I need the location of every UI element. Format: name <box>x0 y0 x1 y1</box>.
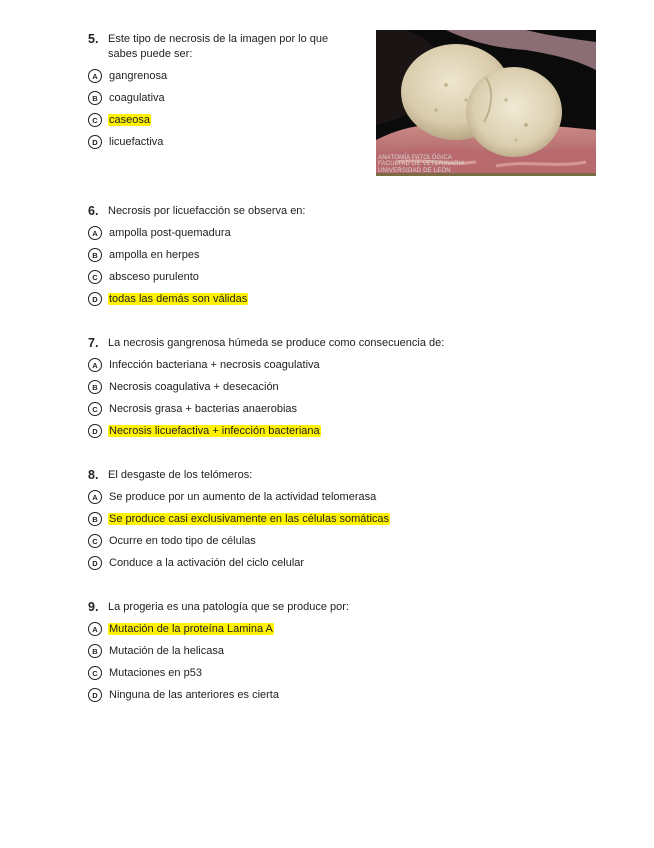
option-text: caseosa <box>109 114 150 126</box>
option-letter-badge: C <box>88 402 102 416</box>
option-a[interactable] <box>88 354 628 376</box>
photo-caption <box>378 155 465 175</box>
caption-line: FACULTAD DE VETERINARIA <box>378 161 465 167</box>
option-text: Mutación de la helicasa <box>109 645 224 657</box>
question-text: El desgaste de los telómeros: <box>108 469 253 481</box>
question-6 <box>88 204 628 310</box>
option-text: Mutaciones en p53 <box>109 667 202 679</box>
question-number: 7. <box>88 336 99 350</box>
option-letter-badge: C <box>88 666 102 680</box>
option-text: ampolla post-quemadura <box>109 227 231 239</box>
option-letter-badge: C <box>88 113 102 127</box>
question-number: 9. <box>88 600 99 614</box>
option-letter-badge: A <box>88 358 102 372</box>
option-c[interactable] <box>88 662 628 684</box>
option-text: Se produce casi exclusivamente en las células somáticas <box>109 513 390 525</box>
option-text: Necrosis coagulativa + desecación <box>109 381 279 393</box>
option-text: Se produce por un aumento de la actividad telomerasa <box>109 491 377 503</box>
question-number: 8. <box>88 468 99 482</box>
option-letter-badge: D <box>88 135 102 149</box>
option-c[interactable] <box>88 398 628 420</box>
option-b[interactable] <box>88 376 628 398</box>
option-letter-badge: B <box>88 248 102 262</box>
option-letter-badge: D <box>88 292 102 306</box>
question-text: Este tipo de necrosis de la imagen por lo que sabes puede ser: <box>108 33 329 60</box>
option-letter-badge: D <box>88 424 102 438</box>
option-text: Necrosis licuefactiva + infección bacteriana <box>109 425 320 437</box>
option-b[interactable] <box>88 244 628 266</box>
option-text: Infección bacteriana + necrosis coagulativa <box>109 359 320 371</box>
question-8 <box>88 468 628 574</box>
question-5 <box>88 32 348 153</box>
option-letter-badge: B <box>88 512 102 526</box>
question-text: La progeria es una patología que se produce por: <box>108 601 349 613</box>
option-letter-badge: B <box>88 91 102 105</box>
option-d[interactable] <box>88 288 628 310</box>
option-b[interactable] <box>88 640 628 662</box>
question-number: 5. <box>88 32 99 46</box>
option-c[interactable] <box>88 266 628 288</box>
option-letter-badge: D <box>88 688 102 702</box>
question-number: 6. <box>88 204 99 218</box>
option-letter-badge: D <box>88 556 102 570</box>
option-c[interactable] <box>88 530 628 552</box>
option-text: coagulativa <box>109 92 165 104</box>
option-letter-badge: A <box>88 69 102 83</box>
option-letter-badge: C <box>88 270 102 284</box>
option-text: Mutación de la proteína Lamina A <box>109 623 273 635</box>
option-text: Ocurre en todo tipo de células <box>109 535 256 547</box>
option-b[interactable] <box>88 87 348 109</box>
option-letter-badge: B <box>88 644 102 658</box>
option-letter-badge: C <box>88 534 102 548</box>
option-letter-badge: A <box>88 490 102 504</box>
option-text: Conduce a la activación del ciclo celular <box>109 557 305 569</box>
question-text: Necrosis por licuefacción se observa en: <box>108 205 306 217</box>
option-text: ampolla en herpes <box>109 249 200 261</box>
question-7 <box>88 336 628 442</box>
option-d[interactable] <box>88 552 628 574</box>
option-text: absceso purulento <box>109 271 199 283</box>
option-d[interactable] <box>88 420 628 442</box>
necrosis-specimen-photo <box>376 30 596 176</box>
option-a[interactable] <box>88 486 628 508</box>
option-d[interactable] <box>88 131 348 153</box>
option-text: todas las demás son válidas <box>109 293 248 305</box>
option-letter-badge: A <box>88 622 102 636</box>
option-a[interactable] <box>88 65 348 87</box>
option-b[interactable] <box>88 508 628 530</box>
option-a[interactable] <box>88 618 628 640</box>
option-text: Ninguna de las anteriores es cierta <box>109 689 279 701</box>
caption-line: UNIVERSIDAD DE LEÓN <box>378 167 451 174</box>
question-text: La necrosis gangrenosa húmeda se produce como consecuencia de: <box>108 337 445 349</box>
option-d[interactable] <box>88 684 628 706</box>
question-9 <box>88 600 628 706</box>
option-a[interactable] <box>88 222 628 244</box>
caption-line: ANATOMÍA PATOLÓGICA <box>378 154 452 161</box>
option-text: Necrosis grasa + bacterias anaerobias <box>109 403 298 415</box>
option-text: gangrenosa <box>109 70 168 82</box>
option-c[interactable] <box>88 109 348 131</box>
option-letter-badge: B <box>88 380 102 394</box>
option-letter-badge: A <box>88 226 102 240</box>
option-text: licuefactiva <box>109 136 164 148</box>
